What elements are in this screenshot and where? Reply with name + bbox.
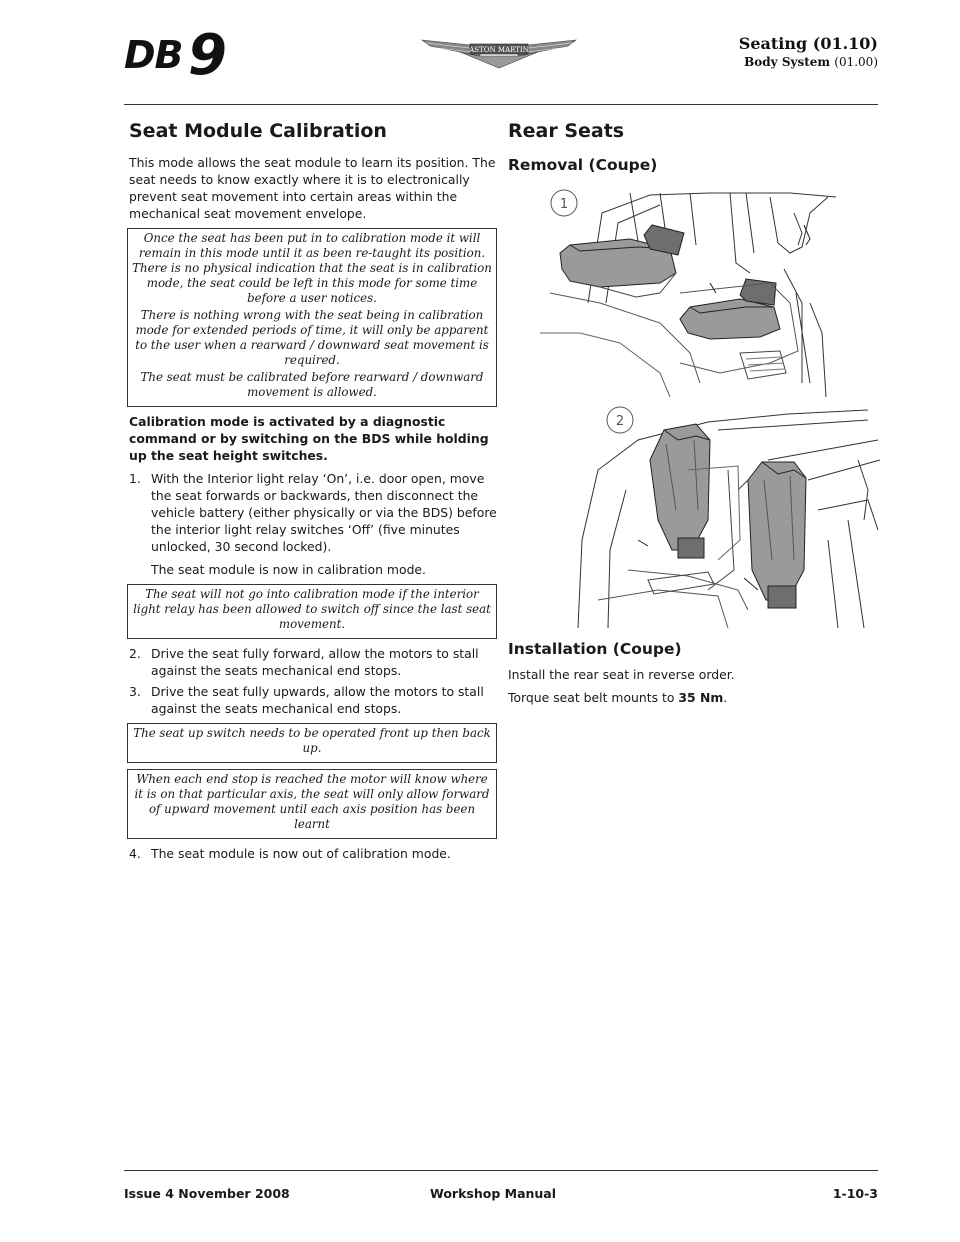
- list-item: [129, 845, 497, 862]
- header-rule: [124, 104, 878, 105]
- step-number: 1.: [129, 471, 141, 486]
- step-text: With the Interior light relay ‘On’, i.e. door open, move the seat forwards or backwards, then disconnect the vehicle battery (either physically or via the BDS) before the interior light relay switches ‘Off’ (five minutes unlocked, 30 second locked).: [151, 471, 497, 554]
- aston-martin-wings-logo: [420, 34, 578, 70]
- list-item: [129, 470, 497, 555]
- installation-section: [508, 638, 880, 712]
- callout-number: 1: [559, 197, 569, 212]
- subtitle-code: (01.00): [834, 55, 878, 69]
- page-subtitle: [739, 55, 878, 69]
- steps-list: [129, 470, 497, 555]
- install-paragraph: Install the rear seat in reverse order.: [508, 667, 735, 682]
- section-heading-rear-seats: Rear Seats: [508, 120, 625, 142]
- step-text: Drive the seat fully forward, allow the motors to stall against the seats mechanical end stops.: [151, 646, 479, 678]
- list-item: [129, 683, 497, 717]
- rear-seat-back-illustration: [568, 400, 880, 628]
- torque-prefix: Torque seat belt mounts to: [508, 690, 679, 705]
- step-number: 4.: [129, 846, 141, 861]
- note-box-interior-light: [127, 584, 497, 639]
- step1-result: The seat module is now in calibration mode.: [151, 562, 426, 577]
- footer-rule: [124, 1170, 878, 1171]
- subtitle-main: Body System: [744, 55, 831, 69]
- steps-list: [129, 645, 497, 717]
- rear-seat-cushion-illustration: [540, 183, 842, 397]
- footer-manual: Workshop Manual: [430, 1186, 557, 1201]
- activation-paragraph: Calibration mode is activated by a diagnostic command or by switching on the BDS while holding up the seat height switches.: [129, 414, 489, 463]
- note-paragraph: Once the seat has been put in to calibration mode it will remain in this mode until it as been re-taught its position. There is no physical indication that the seat is in calibration mode, the seat could be left in this mode for some time before a user notices.: [132, 231, 492, 305]
- section-heading-calibration: Seat Module Calibration: [129, 120, 387, 142]
- left-column: [129, 118, 497, 868]
- svg-text:DB: DB: [124, 33, 183, 77]
- note-paragraph: The seat up switch needs to be operated front up then back up.: [133, 726, 491, 755]
- note-box-end-stop: [127, 769, 497, 839]
- step-text: Drive the seat fully upwards, allow the motors to stall against the seats mechanical end stops.: [151, 684, 484, 716]
- steps-list: [129, 845, 497, 862]
- callout-number: 2: [615, 414, 625, 429]
- header-titles: [739, 34, 878, 69]
- subheading-removal: Removal (Coupe): [508, 156, 658, 174]
- torque-suffix: .: [723, 690, 728, 705]
- db9-logo: [124, 20, 244, 82]
- step-text: The seat module is now out of calibration mode.: [151, 846, 451, 861]
- torque-paragraph: [508, 689, 880, 706]
- note-box-seat-up-switch: [127, 723, 497, 763]
- step-number: 2.: [129, 646, 141, 661]
- note-paragraph: The seat must be calibrated before rearward / downward movement is allowed.: [140, 370, 484, 399]
- list-item: [129, 645, 497, 679]
- note-paragraph: The seat will not go into calibration mode if the interior light relay has been allowed to switch off since the last seat movement.: [133, 587, 491, 631]
- torque-value: 35 Nm: [678, 690, 724, 705]
- subheading-installation: Installation (Coupe): [508, 640, 682, 658]
- svg-text:9: 9: [188, 23, 227, 82]
- brand-logo-text: ASTON MARTIN: [469, 46, 529, 54]
- note-box-calibration: [127, 228, 497, 407]
- note-paragraph: There is nothing wrong with the seat being in calibration mode for extended periods of time, it will only be apparent to the user when a rearward / downward seat movement is required.: [135, 308, 489, 367]
- right-column: [508, 118, 880, 182]
- footer-issue: Issue 4 November 2008: [124, 1186, 290, 1201]
- step-number: 3.: [129, 684, 141, 699]
- note-paragraph: When each end stop is reached the motor will know where it is on that particular axis, the seat will only allow forward of upward movement until each axis position has been learnt: [134, 772, 490, 831]
- intro-paragraph: This mode allows the seat module to learn its position. The seat needs to know exactly where it is to electronically prevent seat movement into certain areas within the mechanical seat movement envelope.: [129, 155, 496, 221]
- footer-page-number: 1-10-3: [832, 1186, 878, 1201]
- page-title: Seating (01.10): [738, 34, 878, 53]
